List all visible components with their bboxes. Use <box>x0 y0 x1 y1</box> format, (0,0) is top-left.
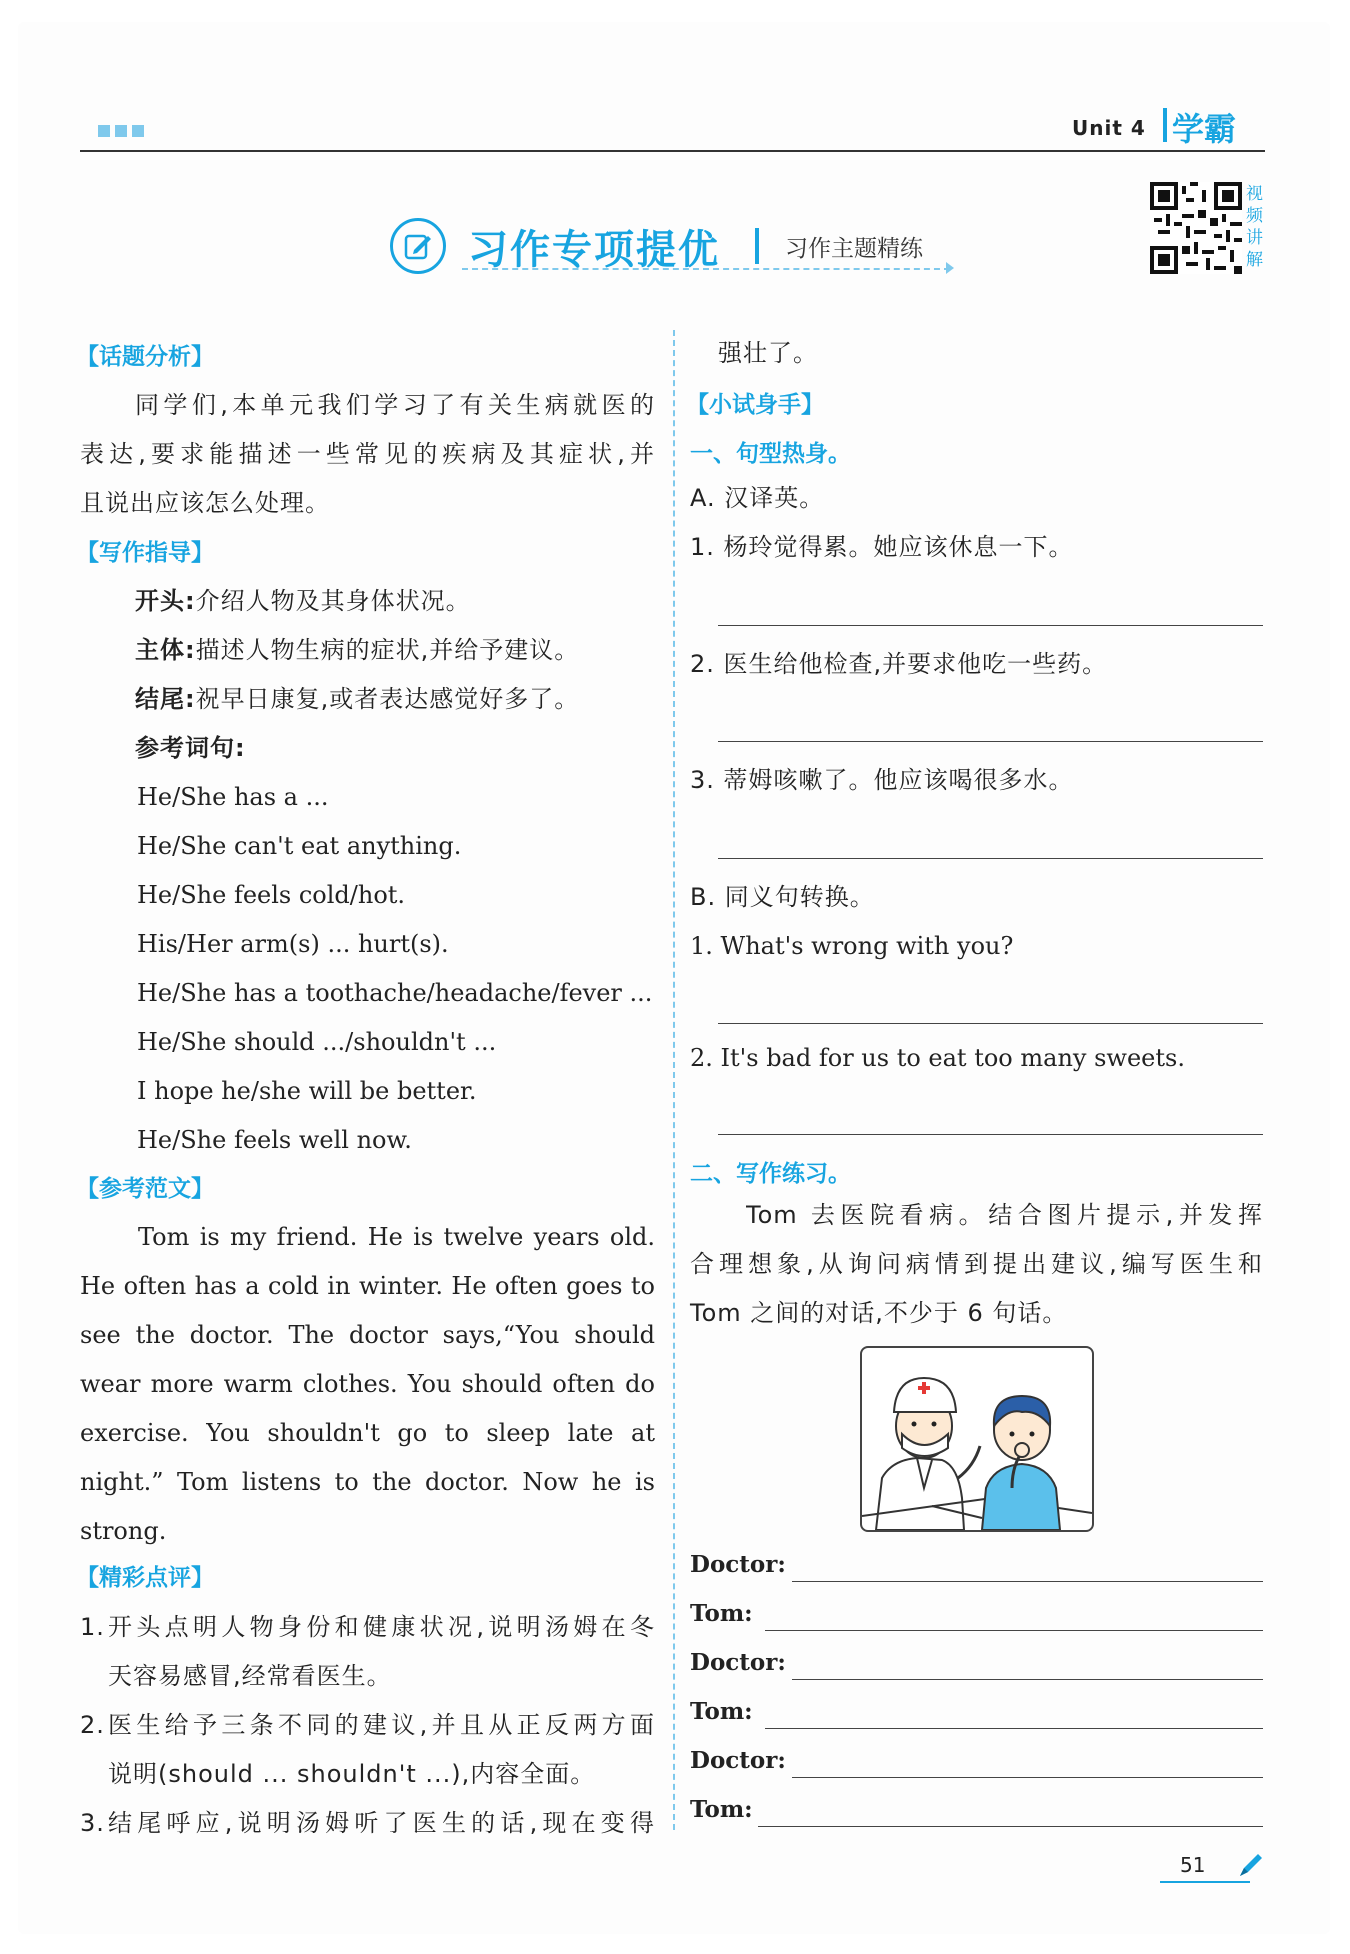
topic-line-3: 且说出应该怎么处理。 <box>80 489 330 517</box>
model-line: Tom is my friend. He is twelve years old. <box>138 1223 655 1251</box>
question-b1: 1. What's wrong with you? <box>690 932 1014 960</box>
brand-logo: 学霸 <box>1172 110 1237 148</box>
ref-words-label: 参考词句: <box>135 734 246 762</box>
question-b2: 2. It's bad for us to eat too many sweets. <box>690 1044 1185 1072</box>
model-line: see the doctor. The doctor says,“You should <box>80 1321 655 1349</box>
dialogue-line-3[interactable] <box>792 1679 1263 1680</box>
pencil-note-icon <box>390 218 446 274</box>
task-line: Tom 之间的对话,不少于 6 句话。 <box>690 1299 1068 1327</box>
comment-number: 1. <box>80 1613 105 1641</box>
comment-line: 开头点明人物身份和健康状况,说明汤姆在冬 <box>108 1613 655 1641</box>
dialogue-line-5[interactable] <box>792 1777 1263 1778</box>
dialogue-label-tom: Tom: <box>690 1698 753 1725</box>
answer-line-b2[interactable] <box>718 1134 1263 1135</box>
page-title: 习作专项提优 <box>468 227 720 273</box>
page-number: 51 <box>1180 1853 1206 1877</box>
comment-heading: 【精彩点评】 <box>76 1565 214 1591</box>
header-divider <box>1163 108 1167 142</box>
guide-item-3: 结尾:祝早日康复,或者表达感觉好多了。 <box>135 685 580 713</box>
comment-number: 3. <box>80 1809 105 1837</box>
guide-heading: 【写作指导】 <box>76 540 214 566</box>
part2-heading: 二、写作练习。 <box>690 1161 851 1187</box>
dialogue-line-4[interactable] <box>765 1728 1263 1729</box>
dialogue-line-2[interactable] <box>765 1630 1263 1631</box>
comment-line: 说明(should ... shouldn't ...),内容全面。 <box>108 1760 596 1788</box>
question-a3: 3. 蒂姆咳嗽了。他应该喝很多水。 <box>690 766 1074 794</box>
model-line: He often has a cold in winter. He often goes to <box>80 1272 655 1300</box>
answer-line-b1[interactable] <box>718 1023 1263 1024</box>
page-subtitle: 习作主题精练 <box>785 236 923 262</box>
guide-item-1: 开头:介绍人物及其身体状况。 <box>135 587 471 615</box>
question-a1: 1. 杨玲觉得累。她应该休息一下。 <box>690 533 1074 561</box>
ref-sentence: He/She feels well now. <box>137 1126 412 1154</box>
qr-code-icon[interactable] <box>1150 182 1242 274</box>
header-decoration <box>98 125 144 137</box>
try-heading: 【小试身手】 <box>686 392 824 418</box>
comment-number: 2. <box>80 1711 105 1739</box>
part-b-heading: B. 同义句转换。 <box>690 883 875 911</box>
task-line: Tom 去医院看病。结合图片提示,并发挥 <box>746 1201 1263 1229</box>
part-a-heading: A. 汉译英。 <box>690 484 825 512</box>
topic-line-1: 同学们,本单元我们学习了有关生病就医的 <box>135 391 655 419</box>
ref-sentence: His/Her arm(s) ... hurt(s). <box>137 930 449 958</box>
answer-line-a3[interactable] <box>718 858 1263 859</box>
ref-sentence: He/She should .../shouldn't ... <box>137 1028 497 1056</box>
dialogue-line-6[interactable] <box>758 1826 1263 1827</box>
unit-label: Unit 4 <box>1072 116 1146 140</box>
model-line: exercise. You shouldn't go to sleep late at <box>80 1419 655 1447</box>
guide-item-2: 主体:描述人物生病的症状,并给予建议。 <box>135 636 580 664</box>
dialogue-label-tom: Tom: <box>690 1796 753 1823</box>
page-number-rule <box>1160 1881 1250 1883</box>
carry-over-text: 强壮了。 <box>718 339 818 367</box>
model-line: strong. <box>80 1517 167 1545</box>
answer-line-a2[interactable] <box>718 741 1263 742</box>
answer-line-a1[interactable] <box>718 625 1263 626</box>
topic-line-2: 表达,要求能描述一些常见的疾病及其症状,并 <box>80 440 655 468</box>
model-line: night.” Tom listens to the doctor. Now he is <box>80 1468 655 1496</box>
column-divider <box>673 330 675 1830</box>
doctor-patient-illustration <box>860 1346 1094 1532</box>
model-line: wear more warm clothes. You should often do <box>80 1370 655 1398</box>
title-divider <box>755 228 759 264</box>
part1-heading: 一、句型热身。 <box>690 441 851 467</box>
header-rule <box>80 150 1265 152</box>
dialogue-label-doctor: Doctor: <box>690 1747 786 1774</box>
dialogue-line-1[interactable] <box>792 1581 1263 1582</box>
title-arrow-icon <box>946 262 954 274</box>
comment-line: 结尾呼应,说明汤姆听了医生的话,现在变得 <box>108 1809 655 1837</box>
question-a2: 2. 医生给他检查,并要求他吃一些药。 <box>690 650 1108 678</box>
ref-sentence: He/She feels cold/hot. <box>137 881 406 909</box>
ref-sentence: He/She can't eat anything. <box>137 832 462 860</box>
ref-sentence: I hope he/she will be better. <box>137 1077 477 1105</box>
dialogue-label-tom: Tom: <box>690 1600 753 1627</box>
ref-sentence: He/She has a toothache/headache/fever ... <box>137 979 653 1007</box>
comment-line: 天容易感冒,经常看医生。 <box>108 1662 392 1690</box>
model-heading: 【参考范文】 <box>76 1176 214 1202</box>
dialogue-label-doctor: Doctor: <box>690 1551 786 1578</box>
title-underline <box>462 268 950 270</box>
task-line: 合理想象,从询问病情到提出建议,编写医生和 <box>690 1250 1263 1278</box>
dialogue-label-doctor: Doctor: <box>690 1649 786 1676</box>
pencil-icon <box>1236 1850 1266 1880</box>
ref-sentence: He/She has a ... <box>137 783 329 811</box>
qr-caption: 视频讲解 <box>1246 184 1263 270</box>
comment-line: 医生给予三条不同的建议,并且从正反两方面 <box>108 1711 655 1739</box>
topic-heading: 【话题分析】 <box>76 344 214 370</box>
